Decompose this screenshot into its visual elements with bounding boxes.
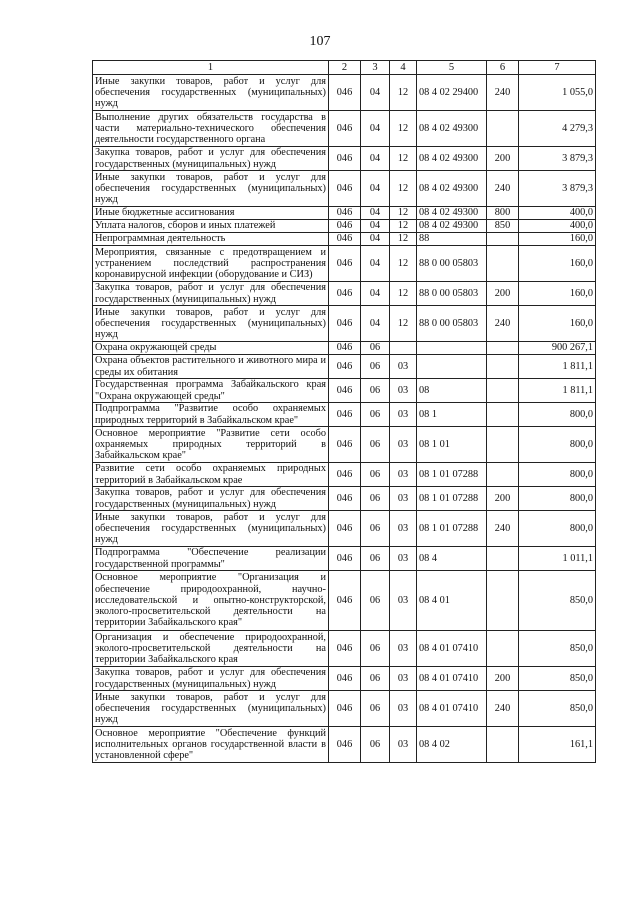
row-description: Иные закупки товаров, работ и услуг для обеспечения государственных (муниципальных) нужд	[93, 75, 329, 111]
row-admin-code: 046	[329, 355, 361, 379]
row-section-code: 04	[361, 233, 390, 246]
row-expense-type: 240	[487, 75, 519, 111]
row-target-article: 08 4 02	[417, 727, 487, 763]
row-admin-code: 046	[329, 511, 361, 547]
row-section-code: 04	[361, 246, 390, 282]
row-subsection-code: 12	[390, 246, 417, 282]
row-admin-code: 046	[329, 571, 361, 631]
row-expense-type	[487, 342, 519, 355]
row-expense-type: 800	[487, 207, 519, 220]
table-row	[93, 171, 596, 207]
row-target-article: 08 1 01 07288	[417, 511, 487, 547]
row-amount: 850,0	[519, 667, 596, 691]
row-section-code: 06	[361, 403, 390, 427]
row-section-code: 06	[361, 463, 390, 487]
table-row	[93, 727, 596, 763]
row-amount: 1 811,1	[519, 355, 596, 379]
header-cell-3: 3	[361, 61, 390, 75]
row-admin-code: 046	[329, 403, 361, 427]
row-amount: 1 811,1	[519, 379, 596, 403]
row-subsection-code: 03	[390, 547, 417, 571]
row-target-article: 88	[417, 233, 487, 246]
row-target-article	[417, 342, 487, 355]
row-amount: 160,0	[519, 233, 596, 246]
row-amount: 850,0	[519, 691, 596, 727]
row-description: Закупка товаров, работ и услуг для обеспечения государственных (муниципальных) нужд	[93, 487, 329, 511]
table-row	[93, 427, 596, 463]
row-subsection-code: 03	[390, 379, 417, 403]
row-amount: 1 011,1	[519, 547, 596, 571]
row-amount: 800,0	[519, 487, 596, 511]
row-admin-code: 046	[329, 691, 361, 727]
row-expense-type: 240	[487, 511, 519, 547]
table-row	[93, 631, 596, 667]
row-expense-type	[487, 571, 519, 631]
table-row	[93, 667, 596, 691]
row-section-code: 04	[361, 207, 390, 220]
table-row	[93, 75, 596, 111]
row-admin-code: 046	[329, 207, 361, 220]
table-row	[93, 511, 596, 547]
row-section-code: 04	[361, 171, 390, 207]
row-section-code: 06	[361, 342, 390, 355]
row-expense-type	[487, 463, 519, 487]
row-description: Закупка товаров, работ и услуг для обеспечения государственных (муниципальных) нужд	[93, 282, 329, 306]
row-section-code: 06	[361, 427, 390, 463]
header-cell-2: 2	[329, 61, 361, 75]
row-description: Иные закупки товаров, работ и услуг для обеспечения государственных (муниципальных) нужд	[93, 691, 329, 727]
table-row	[93, 111, 596, 147]
row-target-article: 88 0 00 05803	[417, 246, 487, 282]
table-row	[93, 403, 596, 427]
row-admin-code: 046	[329, 147, 361, 171]
row-amount: 850,0	[519, 571, 596, 631]
row-amount: 4 279,3	[519, 111, 596, 147]
row-subsection-code: 03	[390, 667, 417, 691]
row-description: Основное мероприятие "Организация и обеспечение природоохранной, научно-исследовательской и опытно-конструкторской, эколого-просветительской деятельности на территории Забайкальского края"	[93, 571, 329, 631]
row-admin-code: 046	[329, 379, 361, 403]
header-cell-5: 5	[417, 61, 487, 75]
table-row	[93, 571, 596, 631]
row-amount: 160,0	[519, 306, 596, 342]
header-cell-7: 7	[519, 61, 596, 75]
row-expense-type: 240	[487, 306, 519, 342]
table-row	[93, 342, 596, 355]
row-admin-code: 046	[329, 631, 361, 667]
row-admin-code: 046	[329, 727, 361, 763]
row-admin-code: 046	[329, 342, 361, 355]
table-row	[93, 355, 596, 379]
row-expense-type	[487, 379, 519, 403]
row-expense-type: 200	[487, 667, 519, 691]
row-admin-code: 046	[329, 111, 361, 147]
row-admin-code: 046	[329, 487, 361, 511]
row-description: Иные закупки товаров, работ и услуг для обеспечения государственных (муниципальных) нужд	[93, 171, 329, 207]
row-description: Подпрограмма "Развитие особо охраняемых природных территорий в Забайкальском крае"	[93, 403, 329, 427]
row-section-code: 06	[361, 631, 390, 667]
row-description: Выполнение других обязательств государства в части материально-технического обеспечения деятельности государственного органа	[93, 111, 329, 147]
row-description: Подпрограмма "Обеспечение реализации государственной программы"	[93, 547, 329, 571]
row-admin-code: 046	[329, 233, 361, 246]
header-cell-4: 4	[390, 61, 417, 75]
row-admin-code: 046	[329, 306, 361, 342]
row-expense-type	[487, 403, 519, 427]
row-section-code: 06	[361, 571, 390, 631]
row-description: Иные закупки товаров, работ и услуг для обеспечения государственных (муниципальных) нужд	[93, 306, 329, 342]
table-row	[93, 246, 596, 282]
row-description: Закупка товаров, работ и услуг для обеспечения государственных (муниципальных) нужд	[93, 147, 329, 171]
row-section-code: 06	[361, 379, 390, 403]
row-admin-code: 046	[329, 463, 361, 487]
row-admin-code: 046	[329, 282, 361, 306]
row-subsection-code: 03	[390, 727, 417, 763]
row-expense-type	[487, 355, 519, 379]
header-cell-1: 1	[93, 61, 329, 75]
row-admin-code: 046	[329, 547, 361, 571]
row-description: Охрана окружающей среды	[93, 342, 329, 355]
row-amount: 1 055,0	[519, 75, 596, 111]
row-subsection-code	[390, 342, 417, 355]
row-expense-type: 240	[487, 171, 519, 207]
row-subsection-code: 03	[390, 631, 417, 667]
row-target-article: 08 4 02 49300	[417, 111, 487, 147]
table-row	[93, 220, 596, 233]
row-amount: 400,0	[519, 220, 596, 233]
row-amount: 400,0	[519, 207, 596, 220]
row-section-code: 06	[361, 691, 390, 727]
row-amount: 161,1	[519, 727, 596, 763]
table-row	[93, 306, 596, 342]
budget-table	[92, 60, 596, 763]
row-description: Иные бюджетные ассигнования	[93, 207, 329, 220]
row-subsection-code: 03	[390, 487, 417, 511]
row-description: Основное мероприятие "Развитие сети особо охраняемых природных территорий в Забайкальском крае"	[93, 427, 329, 463]
row-target-article: 08 1 01 07288	[417, 487, 487, 511]
row-target-article: 88 0 00 05803	[417, 306, 487, 342]
row-subsection-code: 03	[390, 355, 417, 379]
header-cell-6: 6	[487, 61, 519, 75]
row-description: Основное мероприятие "Обеспечение функций исполнительных органов государственной власти в установленной сфере"	[93, 727, 329, 763]
row-expense-type: 200	[487, 487, 519, 511]
page-number: 107	[309, 34, 331, 49]
table-row	[93, 691, 596, 727]
row-amount: 900 267,1	[519, 342, 596, 355]
row-section-code: 06	[361, 355, 390, 379]
row-subsection-code: 12	[390, 147, 417, 171]
row-subsection-code: 12	[390, 207, 417, 220]
row-admin-code: 046	[329, 246, 361, 282]
row-target-article: 08 1 01 07288	[417, 463, 487, 487]
row-amount: 800,0	[519, 403, 596, 427]
row-section-code: 06	[361, 727, 390, 763]
table-row	[93, 463, 596, 487]
row-section-code: 06	[361, 667, 390, 691]
row-target-article: 08 1	[417, 403, 487, 427]
row-target-article: 08 4 01 07410	[417, 667, 487, 691]
row-amount: 3 879,3	[519, 171, 596, 207]
row-expense-type: 200	[487, 147, 519, 171]
row-target-article	[417, 355, 487, 379]
row-section-code: 04	[361, 147, 390, 171]
row-target-article: 08 4 01 07410	[417, 691, 487, 727]
row-section-code: 06	[361, 487, 390, 511]
row-description: Охрана объектов растительного и животного мира и среды их обитания	[93, 355, 329, 379]
row-description: Организация и обеспечение природоохранной, эколого-просветительской деятельности на территории Забайкальского края	[93, 631, 329, 667]
row-admin-code: 046	[329, 667, 361, 691]
row-amount: 800,0	[519, 427, 596, 463]
row-description: Государственная программа Забайкальского края "Охрана окружающей среды"	[93, 379, 329, 403]
row-expense-type	[487, 727, 519, 763]
row-description: Закупка товаров, работ и услуг для обеспечения государственных (муниципальных) нужд	[93, 667, 329, 691]
row-expense-type: 850	[487, 220, 519, 233]
table-row	[93, 147, 596, 171]
table-row	[93, 487, 596, 511]
row-subsection-code: 12	[390, 111, 417, 147]
table-header-row	[93, 61, 596, 75]
row-subsection-code: 12	[390, 75, 417, 111]
table-row	[93, 233, 596, 246]
row-description: Уплата налогов, сборов и иных платежей	[93, 220, 329, 233]
row-subsection-code: 03	[390, 571, 417, 631]
row-target-article: 08	[417, 379, 487, 403]
row-admin-code: 046	[329, 171, 361, 207]
table-row	[93, 379, 596, 403]
row-expense-type	[487, 233, 519, 246]
row-target-article: 08 4	[417, 547, 487, 571]
row-amount: 3 879,3	[519, 147, 596, 171]
row-amount: 800,0	[519, 511, 596, 547]
row-subsection-code: 12	[390, 171, 417, 207]
row-expense-type: 200	[487, 282, 519, 306]
row-target-article: 08 4 02 49300	[417, 220, 487, 233]
row-subsection-code: 12	[390, 220, 417, 233]
row-amount: 160,0	[519, 246, 596, 282]
row-target-article: 08 4 01 07410	[417, 631, 487, 667]
row-section-code: 04	[361, 75, 390, 111]
row-section-code: 06	[361, 511, 390, 547]
row-target-article: 08 4 02 49300	[417, 207, 487, 220]
row-subsection-code: 03	[390, 403, 417, 427]
row-expense-type	[487, 246, 519, 282]
row-subsection-code: 03	[390, 691, 417, 727]
row-amount: 800,0	[519, 463, 596, 487]
row-amount: 160,0	[519, 282, 596, 306]
row-subsection-code: 12	[390, 233, 417, 246]
row-expense-type: 240	[487, 691, 519, 727]
row-expense-type	[487, 111, 519, 147]
row-section-code: 04	[361, 111, 390, 147]
row-subsection-code: 03	[390, 427, 417, 463]
row-target-article: 08 4 02 49300	[417, 147, 487, 171]
row-description: Мероприятия, связанные с предотвращением и устранением последствий распространения коронавирусной инфекции (оборудование и СИЗ)	[93, 246, 329, 282]
row-section-code: 04	[361, 220, 390, 233]
row-section-code: 06	[361, 547, 390, 571]
row-admin-code: 046	[329, 427, 361, 463]
row-subsection-code: 03	[390, 511, 417, 547]
row-admin-code: 046	[329, 75, 361, 111]
row-description: Иные закупки товаров, работ и услуг для обеспечения государственных (муниципальных) нужд	[93, 511, 329, 547]
row-amount: 850,0	[519, 631, 596, 667]
row-section-code: 04	[361, 282, 390, 306]
table-row	[93, 547, 596, 571]
row-expense-type	[487, 631, 519, 667]
row-subsection-code: 12	[390, 306, 417, 342]
row-description: Непрограммная деятельность	[93, 233, 329, 246]
row-subsection-code: 03	[390, 463, 417, 487]
row-admin-code: 046	[329, 220, 361, 233]
row-expense-type	[487, 427, 519, 463]
table-row	[93, 207, 596, 220]
row-target-article: 08 4 02 49300	[417, 171, 487, 207]
row-subsection-code: 12	[390, 282, 417, 306]
row-section-code: 04	[361, 306, 390, 342]
table-row	[93, 282, 596, 306]
row-target-article: 88 0 00 05803	[417, 282, 487, 306]
row-expense-type	[487, 547, 519, 571]
row-target-article: 08 4 01	[417, 571, 487, 631]
row-description: Развитие сети особо охраняемых природных территорий в Забайкальском крае	[93, 463, 329, 487]
row-target-article: 08 1 01	[417, 427, 487, 463]
row-target-article: 08 4 02 29400	[417, 75, 487, 111]
